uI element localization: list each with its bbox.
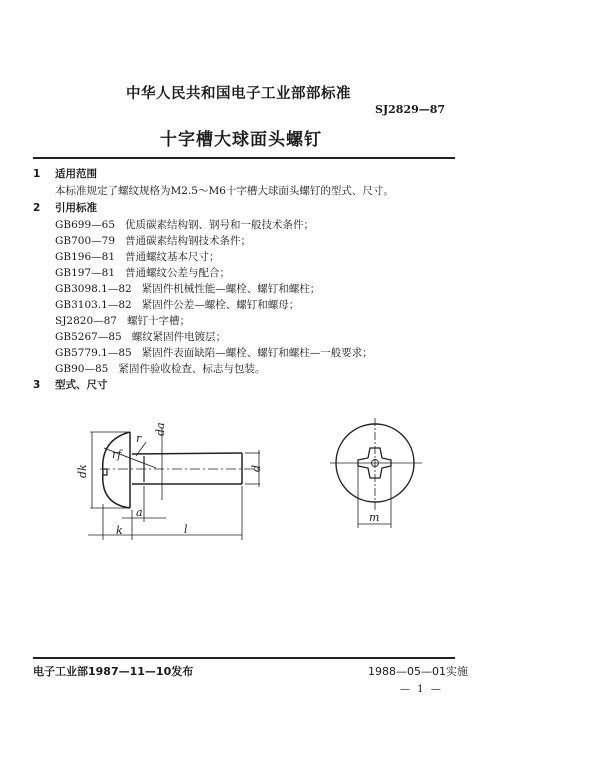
header-divider	[33, 157, 455, 159]
reference-code: GB90—85	[55, 363, 109, 375]
reference-title: 紧固件表面缺陷—螺栓、螺钉和螺柱—一般要求；	[141, 347, 373, 359]
reference-title: 优质碳素结构钢、钢号和一般技术条件；	[125, 219, 315, 231]
issue-date: 电子工业部1987—11—10发布	[33, 665, 194, 678]
screw-top-view-drawing	[310, 400, 460, 550]
reference-title: 普通碳素结构钢技术条件；	[125, 235, 252, 247]
section-3-heading	[33, 377, 108, 392]
reference-code: GB3103.1—82	[55, 299, 132, 311]
standard-code: SJ2829—87	[375, 103, 446, 116]
reference-code: GB3098.1—82	[55, 283, 132, 295]
reference-item	[55, 249, 220, 264]
reference-code: GB700—79	[55, 235, 116, 247]
reference-item	[55, 361, 265, 376]
reference-title: 紧固件机械性能—螺栓、螺钉和螺柱；	[141, 283, 321, 295]
label-a: a	[136, 506, 143, 519]
section-1-heading	[33, 166, 97, 181]
label-r: r	[136, 432, 142, 445]
reference-title: 紧固件公差—螺栓、螺钉和螺母；	[141, 299, 300, 311]
footer-divider	[33, 657, 455, 659]
document-title: 十字槽大球面头螺钉	[160, 130, 322, 150]
label-k: k	[116, 524, 123, 537]
reference-code: GB5267—85	[55, 331, 122, 343]
reference-code: GB197—81	[55, 267, 116, 279]
issuing-organization: 中华人民共和国电子工业部部标准	[126, 86, 351, 102]
reference-code: SJ2820—87	[55, 315, 117, 327]
section-title: 引用标准	[55, 202, 97, 214]
reference-code: GB5779.1—85	[55, 347, 132, 359]
reference-title: 普通螺纹公差与配合；	[125, 267, 231, 279]
reference-title: 紧固件验收检查、标志与包装。	[118, 363, 266, 375]
reference-title: 普通螺纹基本尺寸；	[125, 251, 220, 263]
section-title: 型式、尺寸	[55, 379, 108, 391]
reference-item	[55, 297, 299, 312]
effective-date: 1988—05—01实施	[368, 665, 468, 678]
reference-title: 螺钉十字槽；	[127, 315, 190, 327]
label-l: l	[184, 523, 188, 536]
label-dk: dk	[76, 464, 89, 478]
reference-code: GB699—65	[55, 219, 116, 231]
section-2-heading	[33, 200, 97, 215]
section-number: 2	[33, 202, 41, 214]
reference-code: GB196—81	[55, 251, 116, 263]
reference-item	[55, 281, 320, 296]
reference-item	[55, 329, 226, 344]
section-1-text: 本标准规定了螺纹规格为M2.5～M6十字槽大球面头螺钉的型式、尺寸。	[55, 185, 394, 197]
section-number: 3	[33, 379, 41, 391]
reference-item	[55, 217, 314, 232]
section-title: 适用范围	[55, 168, 97, 180]
section-number: 1	[33, 168, 41, 180]
reference-title: 螺纹紧固件电镀层；	[131, 331, 227, 343]
label-rf: rf	[112, 448, 122, 461]
reference-item	[55, 233, 251, 248]
label-d: d	[250, 464, 263, 472]
label-da: da	[154, 422, 167, 436]
reference-item	[55, 313, 190, 328]
reference-item	[55, 265, 230, 280]
page-number: — 1 —	[400, 684, 443, 695]
screw-side-view-drawing	[60, 400, 280, 550]
label-m: m	[369, 511, 380, 524]
reference-item	[55, 345, 373, 360]
